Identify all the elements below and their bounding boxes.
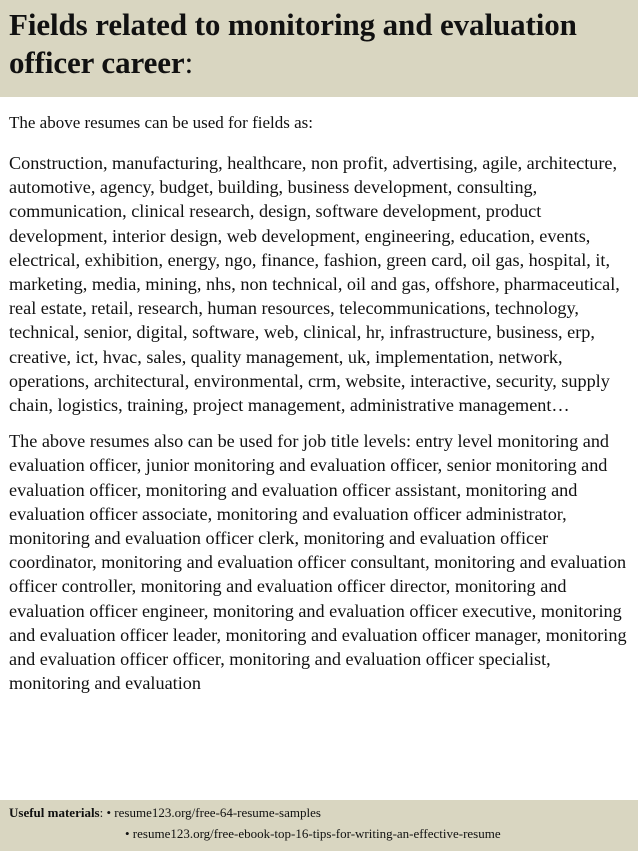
useful-materials-label: Useful materials <box>9 805 100 820</box>
page-title-text: Fields related to monitoring and evaluation officer career <box>9 7 577 80</box>
fields-list: Construction, manufacturing, healthcare, non profit, advertising, agile, architecture, automotive, agency, budget, building, business development, consulting, communication, clinical research, design, software development, product development, interior design, web development, engineering, education, events, electrical, exhibition, energy, ngo, finance, fashion, green card, oil gas, hospital, it, marketing, media, mining, nhs, non technical, oil and gas, offshore, pharmaceutical, real estate, retail, research, human resources, telecommunications, technology, technical, senior, digital, software, web, clinical, hr, infrastructure, business, erp, creative, ict, hvac, sales, quality management, uk, implementation, network, operations, architectural, environmental, crm, website, interactive, security, supply chain, logistics, training, project management, administrative management… <box>9 153 620 416</box>
useful-materials-separator: : <box>99 805 107 820</box>
page-title <box>9 6 630 82</box>
page-title-colon: : <box>184 45 194 80</box>
footer-row-2 <box>9 823 638 844</box>
job-levels-text: The above resumes also can be used for job title levels: entry level monitoring and evaluation officer, junior monitoring and evaluation officer, senior monitoring and evaluation officer, monitoring and evaluation officer assistant, monitoring and evaluation officer associate, monitoring and evaluation officer administrator, monitoring and evaluation officer clerk, monitoring and evaluation officer coordinator, monitoring and evaluation officer consultant, monitoring and evaluation officer controller, monitoring and evaluation officer director, monitoring and evaluation officer engineer, monitoring and evaluation officer executive, monitoring and evaluation officer leader, monitoring and evaluation officer manager, monitoring and evaluation officer officer, monitoring and evaluation officer specialist, monitoring and evaluation <box>9 431 627 694</box>
main-content <box>9 112 633 802</box>
useful-materials-footer <box>0 800 638 851</box>
title-banner <box>0 0 638 97</box>
resource-link-2[interactable]: • resume123.org/free-ebook-top-16-tips-for-writing-an-effective-resume <box>125 826 501 841</box>
footer-row-1 <box>9 802 638 823</box>
resource-link-1[interactable]: • resume123.org/free-64-resume-samples <box>106 805 321 820</box>
intro-text: The above resumes can be used for fields as: <box>9 113 313 132</box>
